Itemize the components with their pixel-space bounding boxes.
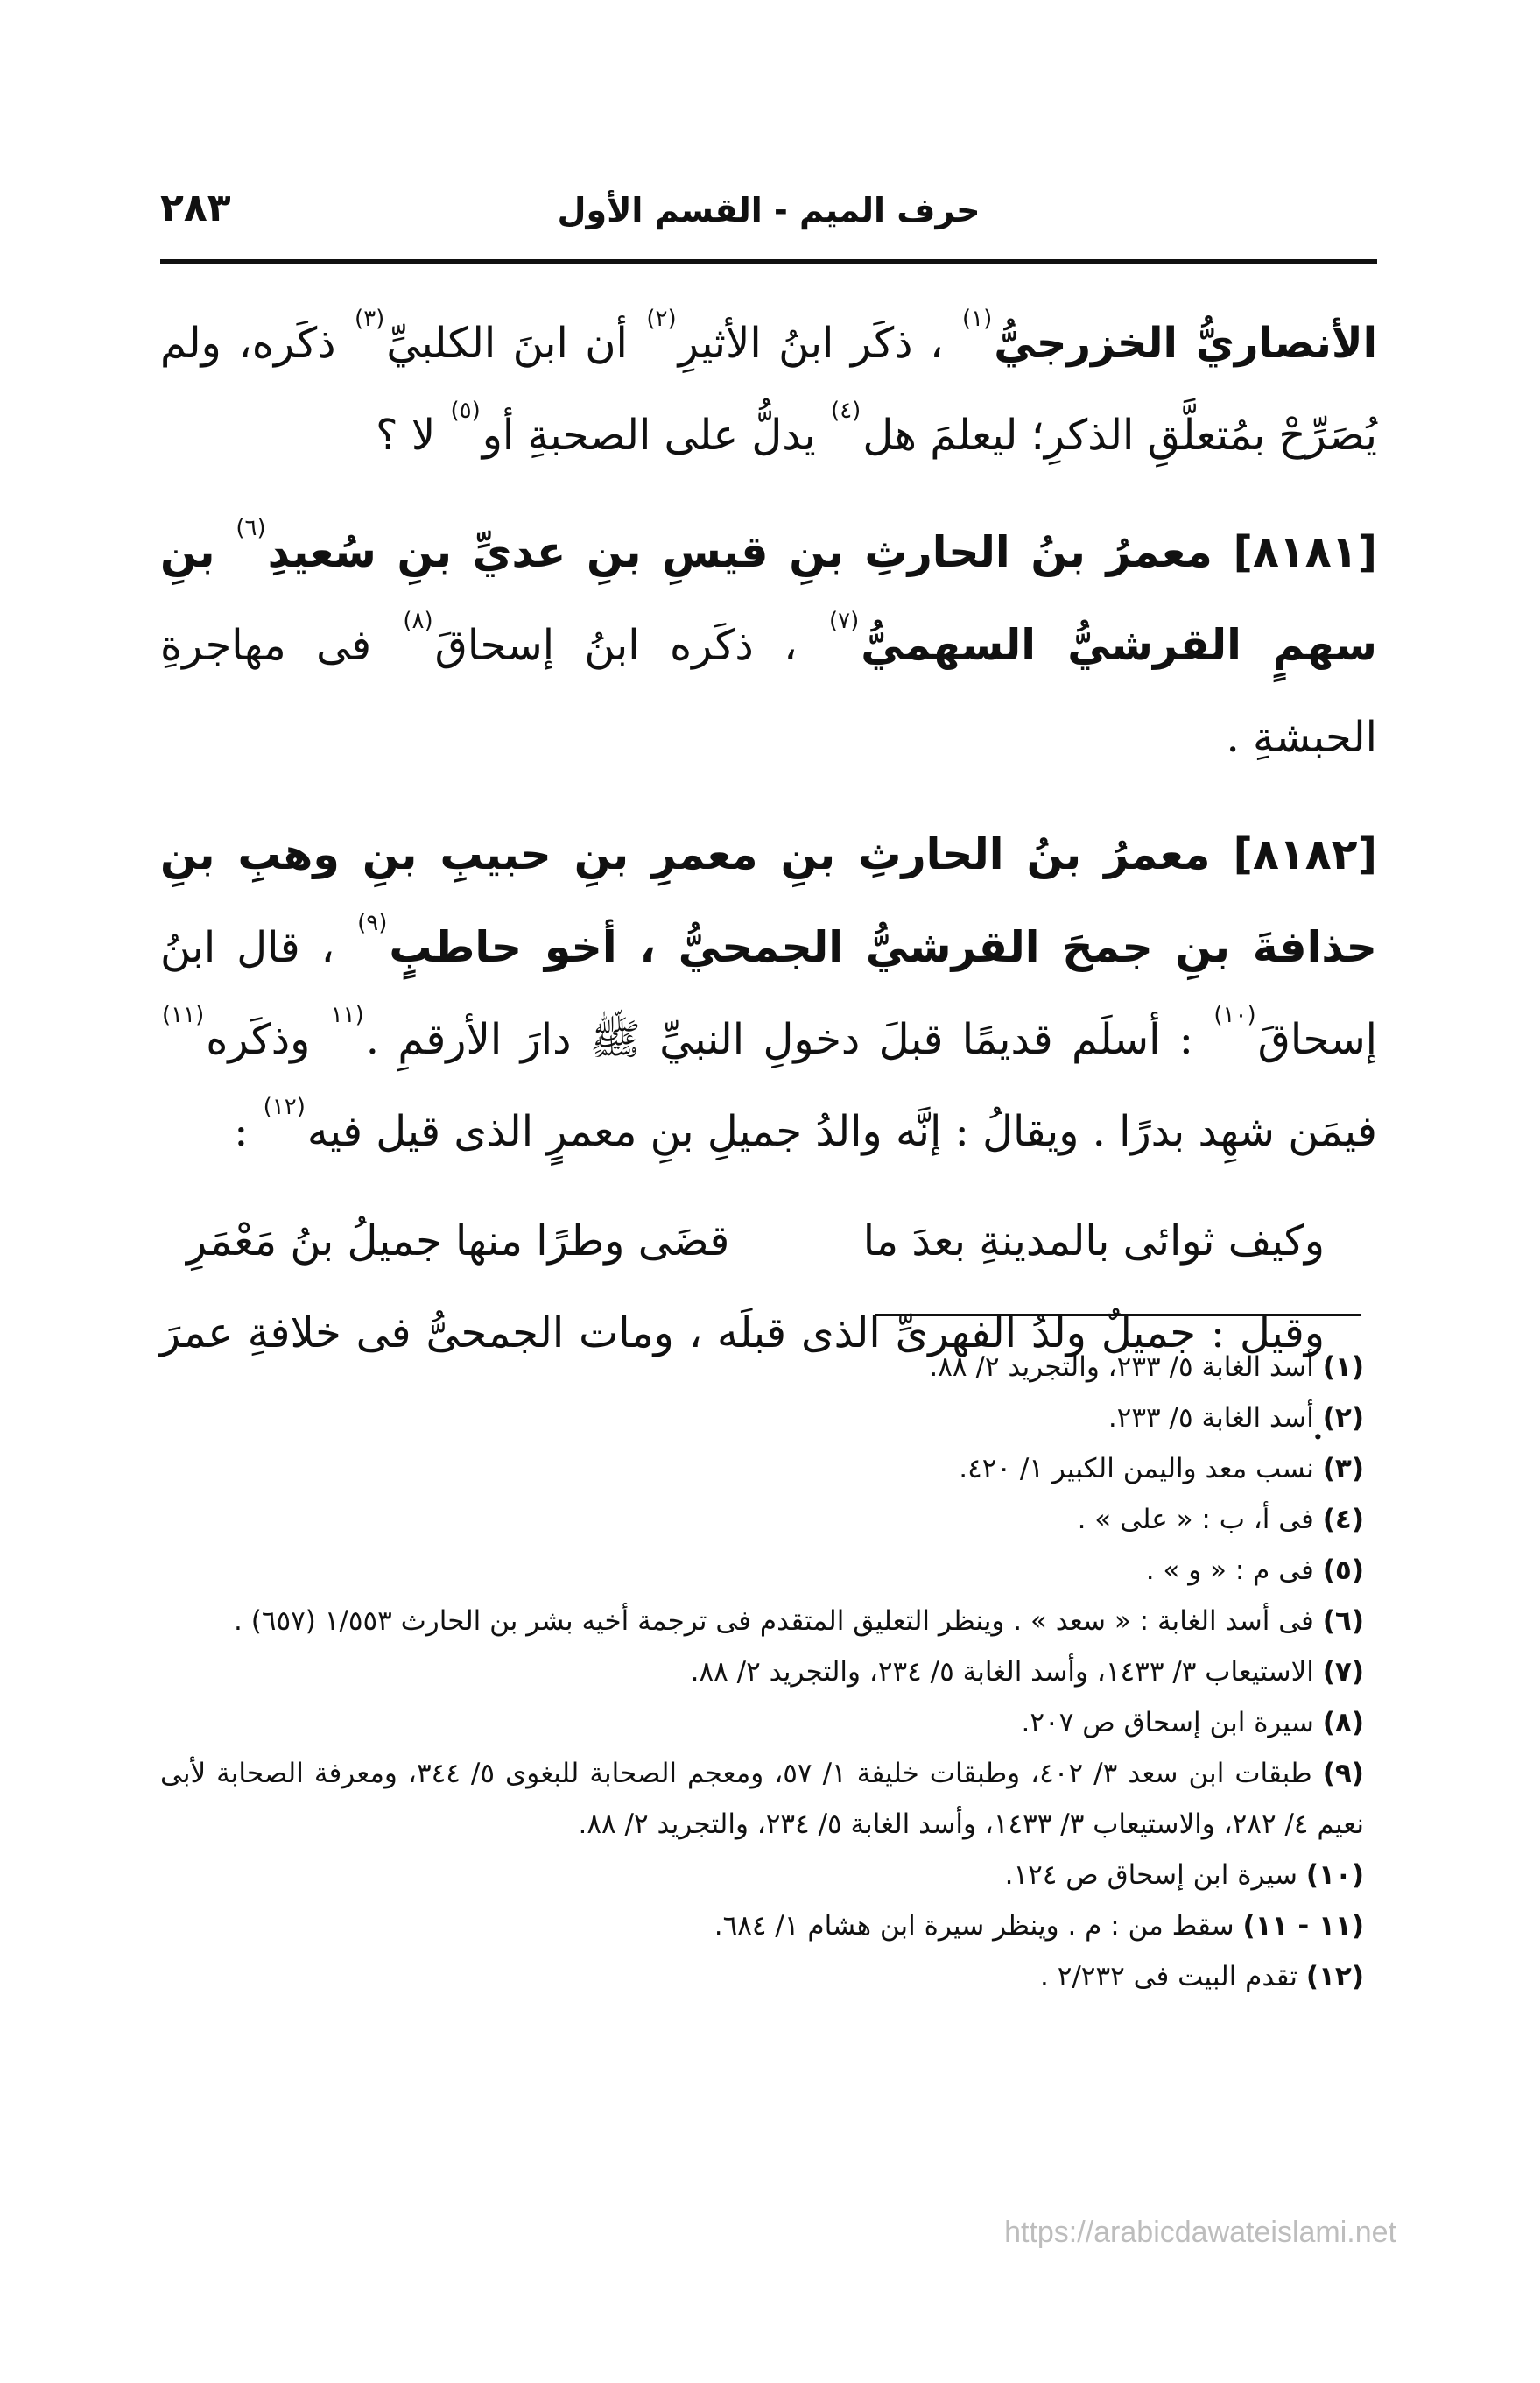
footnote-number: (٨) [1322, 1707, 1364, 1738]
footnote-ref: (٧) [828, 608, 860, 634]
footnote-number: (١٠) [1305, 1859, 1364, 1891]
footnote-text: أسد الغابة ٥/ ٢٣٣، والتجريد ٢/ ٨٨. [929, 1351, 1314, 1383]
footnote [160, 1748, 1364, 1850]
footnote-ref: (١١) [162, 1002, 205, 1028]
footnote-ref: (١٢) [263, 1094, 306, 1120]
footnote-text: نسب معد واليمن الكبير ١/ ٤٢٠. [959, 1453, 1314, 1484]
paragraph-1-name: الأنصاريُّ الخزرجيُّ [994, 319, 1378, 368]
text-span: وذكَره [206, 1015, 311, 1064]
footnote-number: (٥) [1322, 1555, 1364, 1586]
footnote [160, 1951, 1364, 2002]
header-rule [160, 259, 1377, 264]
text-span: فى مهاجرةِ الحبشةِ . [160, 621, 1377, 762]
footnote-ref: (١١ [330, 1002, 364, 1028]
text-span: : أسلَم قديمًا قبلَ دخولِ النبيِّ ﷺ دارَ الأرقمِ . [365, 1015, 1193, 1064]
footnote-number: (٤) [1322, 1504, 1364, 1535]
footnote [160, 1342, 1364, 1392]
footnote [160, 1545, 1364, 1596]
footnote-number: (٧) [1322, 1656, 1364, 1688]
text-span: أن ابنَ الكلبيِّ [386, 319, 628, 368]
footnote-ref: (١٠) [1213, 1002, 1256, 1028]
footnote [160, 1494, 1364, 1545]
footnotes [160, 1342, 1364, 2002]
footnote [160, 1443, 1364, 1494]
text-span: : [234, 1107, 249, 1156]
footnote-ref: (٩) [357, 910, 388, 936]
footnote-text: فى م : « و » . [1145, 1555, 1314, 1586]
footnote-text: سقط من : م . وينظر سيرة ابن هشام ١/ ٦٨٤. [714, 1910, 1234, 1942]
footnote-text: الاستيعاب ٣/ ١٤٣٣، وأسد الغابة ٥/ ٢٣٤، والتجريد ٢/ ٨٨. [690, 1656, 1314, 1688]
page-number: ٢٨٣ [160, 186, 231, 230]
footnote-number: (٩) [1322, 1758, 1364, 1789]
entry-heading: [٨١٨١] معمرُ بنُ الحارثِ بنِ قيسِ بنِ عديِّ بنِ سُعيدِ [267, 527, 1377, 577]
footnote-ref: (٣) [355, 306, 385, 332]
verse-hemistich-first: وكيف ثوائى بالمدينةِ بعدَ ما [862, 1216, 1325, 1266]
verse-hemistich-second: قضَى وطرًا منها جميلُ بنُ مَعْمَرِ [186, 1216, 730, 1266]
closing-line: وقيل : جميلٌ ولدُ الفهرىِّ الذى قبلَه ، ومات الجمحىُّ فى خلافةِ عمرَ . [160, 1308, 1325, 1449]
text-span: ذكَره، ولم يُصَرِّحْ بمُتعلَّقِ الذكرِ؛ ليعلمَ هل [160, 319, 1377, 460]
footnote [160, 1646, 1364, 1697]
footnote [160, 1697, 1364, 1748]
footnote-text: أسد الغابة ٥/ ٢٣٣. [1108, 1402, 1314, 1434]
entry-heading: [٨١٨٢] معمرُ بنُ الحارثِ بنِ معمرِ بنِ حبيبِ بنِ وهبِ بنِ حذافةَ بنِ جمحَ القرشيُّ الجمحيُّ ، أخو حاطبٍ [160, 829, 1377, 972]
footnote-number: (١١ - ١١) [1242, 1910, 1364, 1942]
watermark-url: https://arabicdawateislami.net [1004, 2216, 1396, 2249]
footnote-number: (٣) [1322, 1453, 1364, 1484]
page-header [160, 184, 1377, 245]
footnote-number: (١٢) [1305, 1961, 1364, 1992]
footnote-number: (٢) [1322, 1402, 1364, 1434]
footnote-number: (١) [1322, 1351, 1364, 1383]
footnote-ref: (٦) [236, 515, 266, 541]
footnote-ref: (٢) [646, 306, 677, 332]
footnote-text: سيرة ابن إسحاق ص ١٢٤. [1004, 1859, 1297, 1891]
verse-line [186, 1195, 1325, 1287]
main-text [160, 298, 1377, 1471]
text-span: ، ذكَره ابنُ إسحاقَ [434, 621, 798, 670]
footnote [160, 1392, 1364, 1443]
footnote-text: فى أسد الغابة : « سعد » . وينظر التعليق المتقدم فى ترجمة أخيه بشر بن الحارث ١/٥٥٣ (٦٥٧) . [234, 1605, 1314, 1637]
poetry-verse [160, 1195, 1377, 1287]
footnote-ref: (٤) [831, 398, 861, 424]
footnote-text: فى أ، ب : « على » . [1077, 1504, 1314, 1535]
footnote [160, 1596, 1364, 1646]
text-span: ، قال ابنُ إسحاقَ [160, 923, 1378, 1064]
footnote-separator [875, 1314, 1361, 1316]
entry-8182 [160, 808, 1377, 1178]
entry-heading-cont: بنِ سهمٍ القرشيُّ السهميُّ [160, 527, 1377, 670]
footnote [160, 1850, 1364, 1900]
footnote-text: سيرة ابن إسحاق ص ٢٠٧. [1021, 1707, 1314, 1738]
footnote-ref: (١) [961, 306, 993, 332]
text-span: يدلُّ على الصحبةِ أو [482, 411, 816, 460]
footnote-text: تقدم البيت فى ٢/٢٣٢ . [1039, 1961, 1297, 1992]
footnote-ref: (٨) [403, 608, 433, 634]
text-span: لا ؟ [376, 411, 436, 460]
text-span: ، ذكَر ابنُ الأثيرِ [678, 319, 944, 368]
text-span: فيمَن شهِد بدرًا . ويقالُ : إنَّه والدُ جميلِ بنِ معمرٍ الذى قيل فيه [306, 1107, 1377, 1156]
entry-8181 [160, 506, 1377, 784]
paragraph-1 [160, 298, 1377, 482]
running-title: حرف الميم - القسم الأول [557, 191, 981, 229]
footnote-number: (٦) [1322, 1605, 1364, 1637]
footnote-ref: (٥) [450, 398, 481, 424]
footnote-text: طبقات ابن سعد ٣/ ٤٠٢، وطبقات خليفة ١/ ٥٧، ومعجم الصحابة للبغوى ٥/ ٣٤٤، ومعرفة الصحابة لأبى نعيم ٤/ ٢٨٢، والاستيعاب ٣/ ١٤٣٣، وأسد الغابة ٥/ ٢٣٤، والتجريد ٢/ ٨٨. [160, 1758, 1364, 1840]
footnote [160, 1900, 1364, 1951]
